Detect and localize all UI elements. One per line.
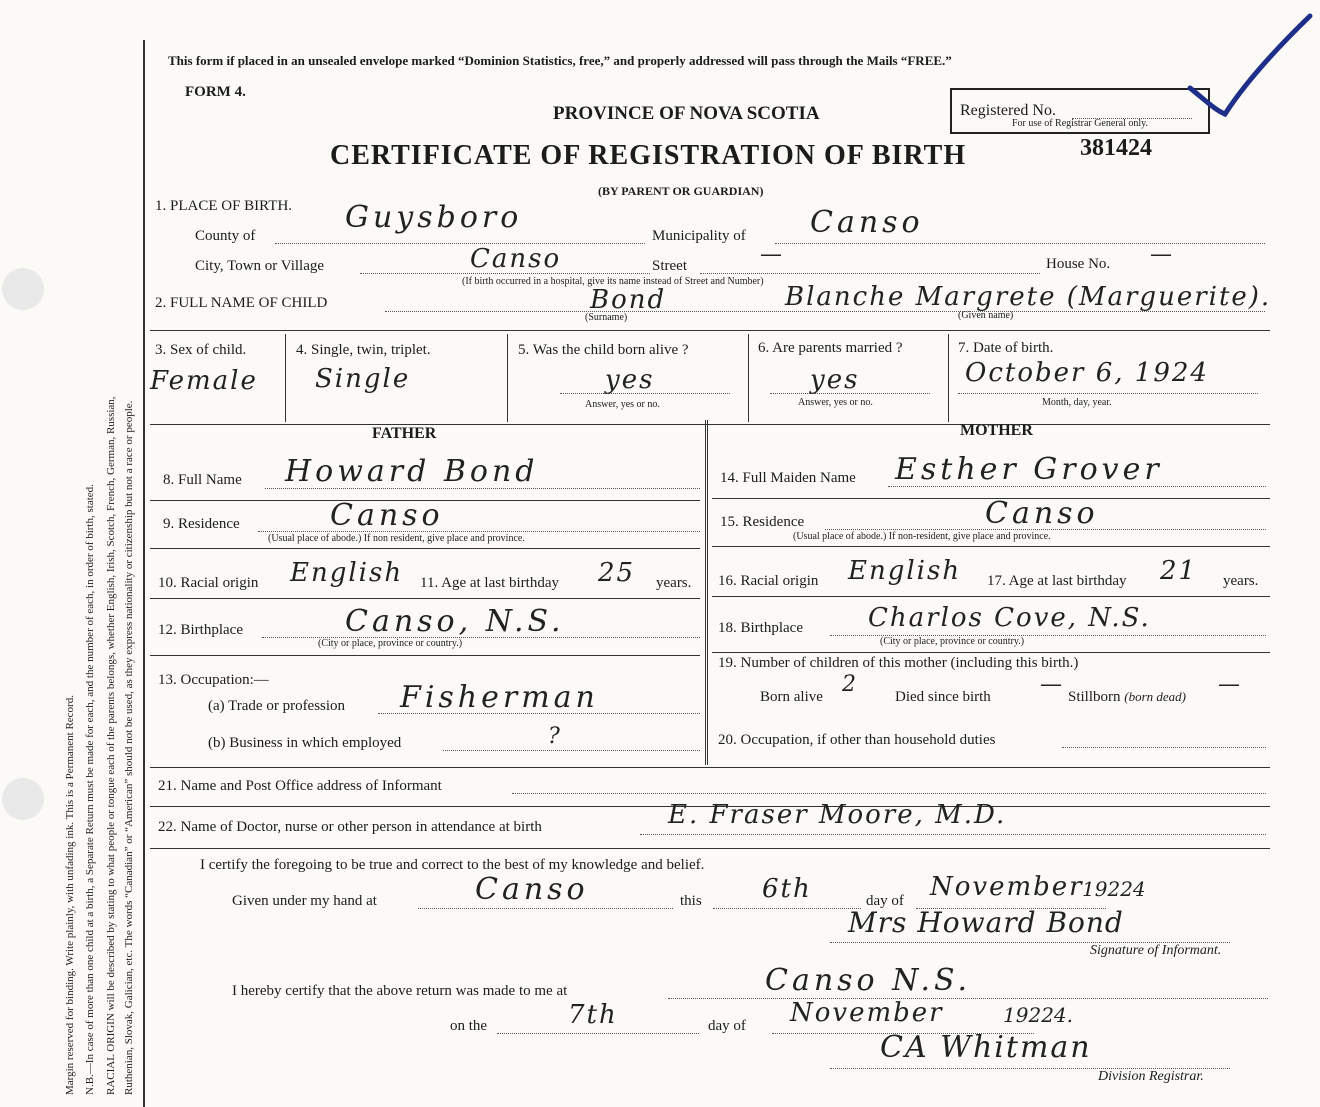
given-day-value: 6th [762, 874, 812, 904]
top-notice: This form if placed in an unsealed envelope marked “Dominion Statistics, free,” and properly addressed will pass through the Mails “FREE.” [168, 53, 952, 68]
mother-age-label: 17. Age at last birthday [987, 573, 1127, 589]
father-years-label: years. [656, 575, 692, 591]
mother-residence-label: 15. Residence [720, 514, 805, 530]
hereby-text: I hereby certify that the above return was made to me at [232, 983, 568, 999]
father-name-value: Howard Bond [285, 454, 539, 489]
born-alive-count-value: 2 [842, 672, 857, 697]
mother-birthplace-label: 18. Birthplace [718, 620, 803, 636]
province-heading: PROVINCE OF NOVA SCOTIA [553, 103, 820, 124]
father-occupation-label: 13. Occupation:— [158, 672, 269, 688]
certificate-number: 381424 [1080, 135, 1152, 161]
made-at-value: Canso N.S. [765, 963, 972, 998]
father-trade-value: Fisherman [400, 680, 599, 715]
mother-birthplace-value: Charlos Cove, N.S. [868, 603, 1151, 633]
margin-note-1: Margin reserved for binding. Write plainly, with unfading ink. This is a Permanent Record. [64, 695, 76, 1095]
made-year-digits: 24. [1041, 1003, 1073, 1027]
stillborn-value: — [1218, 672, 1241, 697]
given-name-note: (Given name) [958, 310, 1014, 321]
on-the-label: on the [450, 1018, 488, 1034]
father-age-label: 11. Age at last birthday [420, 575, 559, 591]
mother-racial-label: 16. Racial origin [718, 573, 819, 589]
plurality-label: 4. Single, twin, triplet. [296, 342, 431, 358]
given-hand-label: Given under my hand at [232, 893, 377, 909]
trade-label: (a) Trade or profession [208, 698, 346, 714]
county-value: Guysboro [345, 200, 523, 235]
house-no-value: — [1150, 242, 1173, 267]
municipality-label: Municipality of [652, 228, 746, 244]
mother-city-note: (City or place, province or country.) [880, 636, 1025, 647]
dob-note: Month, day, year. [1042, 397, 1112, 408]
given-month-value: November [930, 872, 1084, 902]
stillborn-text: Stillborn [1068, 689, 1121, 705]
street-value: — [760, 242, 783, 267]
certificate-subtitle: (BY PARENT OR GUARDIAN) [598, 184, 764, 198]
married-label: 6. Are parents married ? [758, 340, 903, 356]
business-label: (b) Business in which employed [208, 735, 402, 751]
born-alive-answer-note: Answer, yes or no. [585, 399, 660, 410]
municipality-value: Canso [810, 205, 924, 240]
margin-note-2: N.B.—In case of more than one child at a birth, a Separate Return must be made for each, and the number of each, in order of birth, stated. [84, 484, 96, 1095]
informant-label: 21. Name and Post Office address of Informant [158, 778, 442, 794]
died-value: — [1040, 672, 1063, 697]
born-dead-text: (born dead) [1124, 689, 1187, 704]
margin-note-4: Ruthenian, Slovak, Galician, etc. The words “Canadian” or “American” should not be used, as they express nationality or citizenship but not a race or people. [123, 400, 135, 1095]
surname-note: (Surname) [585, 312, 628, 323]
street-label: Street [652, 258, 687, 274]
father-residence-label: 9. Residence [163, 516, 240, 532]
father-city-note: (City or place, province or country.) [318, 638, 463, 649]
hospital-note: (If birth occurred in a hospital, give its name instead of Street and Number) [462, 276, 764, 287]
stillborn-label [1068, 689, 1186, 706]
doctor-label: 22. Name of Doctor, nurse or other person in attendance at birth [158, 819, 542, 835]
place-of-birth-label: 1. PLACE OF BIRTH. [155, 198, 293, 214]
this-label: this [680, 893, 702, 909]
born-alive-label: 5. Was the child born alive ? [518, 342, 689, 358]
born-alive-count-label: Born alive [760, 689, 823, 705]
mother-occupation-label: 20. Occupation, if other than household duties [718, 732, 996, 748]
made-year-value: 19224. [1003, 1003, 1073, 1027]
city-value: Canso [470, 244, 562, 274]
binding-hole-top [2, 268, 44, 310]
registrar-signature: CA Whitman [880, 1030, 1092, 1065]
registered-label: Registered No. [960, 102, 1056, 119]
given-name-value: Blanche Margrete (Marguerite). [785, 282, 1272, 312]
father-name-label: 8. Full Name [163, 472, 242, 488]
made-day-value: 7th [568, 1000, 618, 1030]
certificate-title: CERTIFICATE OF REGISTRATION OF BIRTH [330, 140, 967, 171]
given-year-digits: 24 [1120, 877, 1146, 901]
check-mark [1185, 10, 1315, 120]
made-month-value: November [790, 998, 944, 1028]
married-answer-note: Answer, yes or no. [798, 397, 873, 408]
sex-label: 3. Sex of child. [155, 342, 247, 358]
day-of-label-2: day of [708, 1018, 746, 1034]
house-no-label: House No. [1046, 256, 1111, 272]
surname-value: Bond [590, 285, 667, 315]
children-label: 19. Number of children of this mother (including this birth.) [718, 655, 1079, 671]
given-year-value: 19224 [1082, 877, 1146, 901]
division-registrar-label: Division Registrar. [1098, 1069, 1204, 1084]
died-label: Died since birth [895, 689, 991, 705]
certify-text: I certify the foregoing to be true and correct to the best of my knowledge and belief. [200, 857, 705, 873]
signature-informant-label: Signature of Informant. [1090, 943, 1222, 958]
doctor-value: E. Fraser Moore, M.D. [668, 800, 1007, 830]
registered-note: For use of Registrar General only. [1012, 118, 1148, 129]
father-residence-value: Canso [330, 498, 444, 533]
mother-name-label: 14. Full Maiden Name [720, 470, 856, 486]
parents-divider [705, 420, 708, 765]
father-birthplace-value: Canso, N.S. [345, 604, 565, 639]
mother-residence-value: Canso [985, 496, 1099, 531]
father-racial-value: English [290, 558, 404, 588]
full-name-label: 2. FULL NAME OF CHILD [155, 295, 328, 311]
father-racial-label: 10. Racial origin [158, 575, 259, 591]
informant-signature: Mrs Howard Bond [848, 906, 1124, 939]
father-heading: FATHER [372, 425, 437, 442]
form-number: FORM 4. [185, 84, 246, 100]
dob-label: 7. Date of birth. [958, 340, 1054, 356]
born-alive-value: yes [605, 365, 655, 395]
given-at-value: Canso [475, 872, 589, 907]
father-birthplace-label: 12. Birthplace [158, 622, 243, 638]
mother-racial-value: English [848, 556, 962, 586]
father-business-value: ? [548, 724, 561, 749]
plurality-value: Single [315, 364, 411, 394]
day-of-label: day of [866, 893, 904, 909]
mother-age-value: 21 [1160, 556, 1198, 586]
married-value: yes [810, 365, 860, 395]
county-label: County of [195, 228, 256, 244]
city-label: City, Town or Village [195, 258, 325, 274]
mother-heading: MOTHER [960, 422, 1033, 439]
mother-years-label: years. [1223, 573, 1259, 589]
sex-value: Female [150, 366, 258, 396]
dob-value: October 6, 1924 [965, 358, 1209, 388]
mother-name-value: Esther Grover [895, 452, 1163, 487]
mother-abode-note: (Usual place of abode.) If non-resident, give place and province. [793, 531, 1051, 542]
margin-note-3: RACIAL ORIGIN will be described by stating to what people or tongue each of the parents belongs, whether English, Irish, Scotch, French, German, Russian, [105, 396, 117, 1095]
father-age-value: 25 [598, 558, 636, 588]
registered-box [950, 88, 1210, 134]
binding-hole-bottom [2, 778, 44, 820]
father-abode-note: (Usual place of abode.) If non resident, give place and province. [268, 533, 525, 544]
margin-rule [143, 40, 145, 1107]
